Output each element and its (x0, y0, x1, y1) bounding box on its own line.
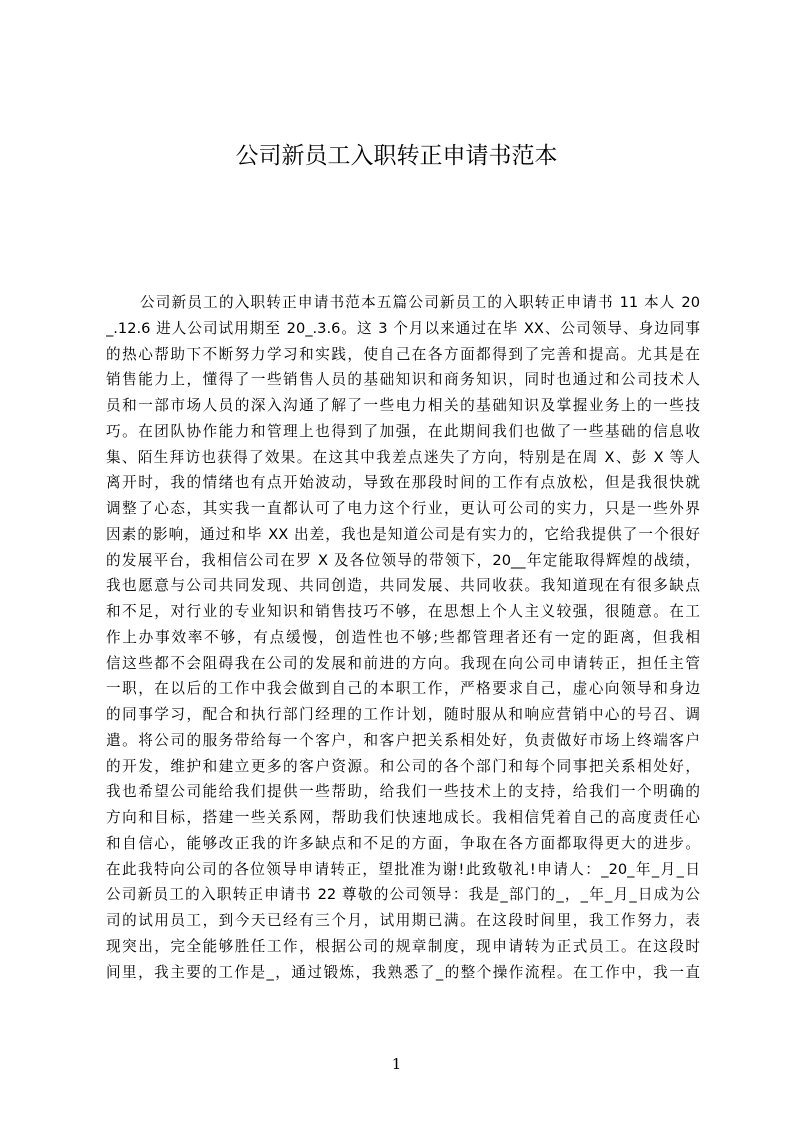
body-line: 的发展平台，我相信公司在罗 X 及各位领导的带领下，20__年定能取得辉煌的战绩， (106, 551, 700, 569)
body-line: 在此我特向公司的各位领导申请转正，望批准为谢!此致敬礼!申请人：_20_年_月_日 (106, 860, 700, 878)
body-line: 巧。在团队协作能力和管理上也得到了加强，在此期间我们也做了一些基础的信息收 (106, 422, 700, 440)
body-line: 的热心帮助下不断努力学习和实践，使自己在各方面都得到了完善和提高。尤其是在 (106, 345, 700, 363)
body-line: 集、陌生拜访也获得了效果。在这其中我差点迷失了方向，特别是在周 X、彭 X 等人 (106, 448, 700, 466)
body-line: 间里，我主要的工作是_，通过锻炼，我熟悉了_的整个操作流程。在工作中，我一直 (106, 963, 700, 981)
body-line: 遣。将公司的服务带给每一个客户，和客户把关系相处好，负责做好市场上终端客户 (106, 731, 700, 749)
body-line: 的开发，维护和建立更多的客户资源。和公司的各个部门和每个同事把关系相处好， (106, 757, 700, 775)
body-line: 一职，在以后的工作中我会做到自己的本职工作，严格要求自己，虚心向领导和身边 (106, 680, 700, 698)
body-line: 公司新员工的入职转正申请书范本五篇公司新员工的入职转正申请书 11 本人 20 (140, 294, 700, 311)
body-line: 离开时，我的情绪也有点开始波动，导致在那段时间的工作有点放松，但是我很快就 (106, 474, 700, 492)
body-line: _.12.6 进人公司试用期至 20_.3.6。这 3 个月以来通过在毕 XX、公司领导、身边同事 (106, 319, 700, 337)
body-line: 和不足，对行业的专业知识和销售技巧不够，在思想上个人主义较强，很随意。在工 (106, 603, 700, 620)
document-body (106, 290, 700, 985)
body-line: 公司新员工的入职转正申请书 22 尊敬的公司领导：我是_部门的_，_年_月_日成为公 (106, 886, 700, 904)
body-line: 和自信心，能够改正我的许多缺点和不足的方面，争取在各方面都取得更大的进步。 (106, 834, 700, 852)
body-line: 员和一部市场人员的深入沟通了解了一些电力相关的基础知识及掌握业务上的一些技 (106, 397, 700, 414)
body-line: 因素的影响，通过和毕 XX 出差，我也是知道公司是有实力的，它给我提供了一个很好 (106, 525, 700, 543)
body-line: 销售能力上，懂得了一些销售人员的基础知识和商务知识，同时也通过和公司技术人 (106, 371, 700, 389)
body-line: 方向和目标，搭建一些关系网，帮助我们快速地成长。我相信凭着自己的高度责任心 (106, 809, 700, 826)
body-line: 的同事学习，配合和执行部门经理的工作计划，随时服从和响应营销中心的号召、调 (106, 706, 700, 723)
body-line: 现突出，完全能够胜任工作，根据公司的规章制度，现申请转为正式员工。在这段时 (106, 937, 700, 955)
body-line: 作上办事效率不够，有点缓慢，创造性也不够;些都管理者还有一定的距离，但我相 (106, 628, 700, 646)
body-line: 司的试用员工，到今天已经有三个月，试用期已满。在这段时间里，我工作努力，表 (106, 912, 700, 929)
page-number: 1 (391, 1055, 402, 1073)
body-line: 信这些都不会阻碍我在公司的发展和前进的方向。我现在向公司申请转正，担任主管 (106, 654, 700, 672)
body-line: 我也希望公司能给我们提供一些帮助，给我们一些技术上的支持，给我们一个明确的 (106, 783, 700, 801)
document-title: 公司新员工入职转正申请书范本 (235, 143, 558, 169)
body-line: 调整了心态，其实我一直都认可了电力这个行业，更认可公司的实力，只是一些外界 (106, 500, 700, 517)
body-line: 我也愿意与公司共同发现、共同创造，共同发展、共同收获。我知道现在有很多缺点 (106, 577, 700, 595)
